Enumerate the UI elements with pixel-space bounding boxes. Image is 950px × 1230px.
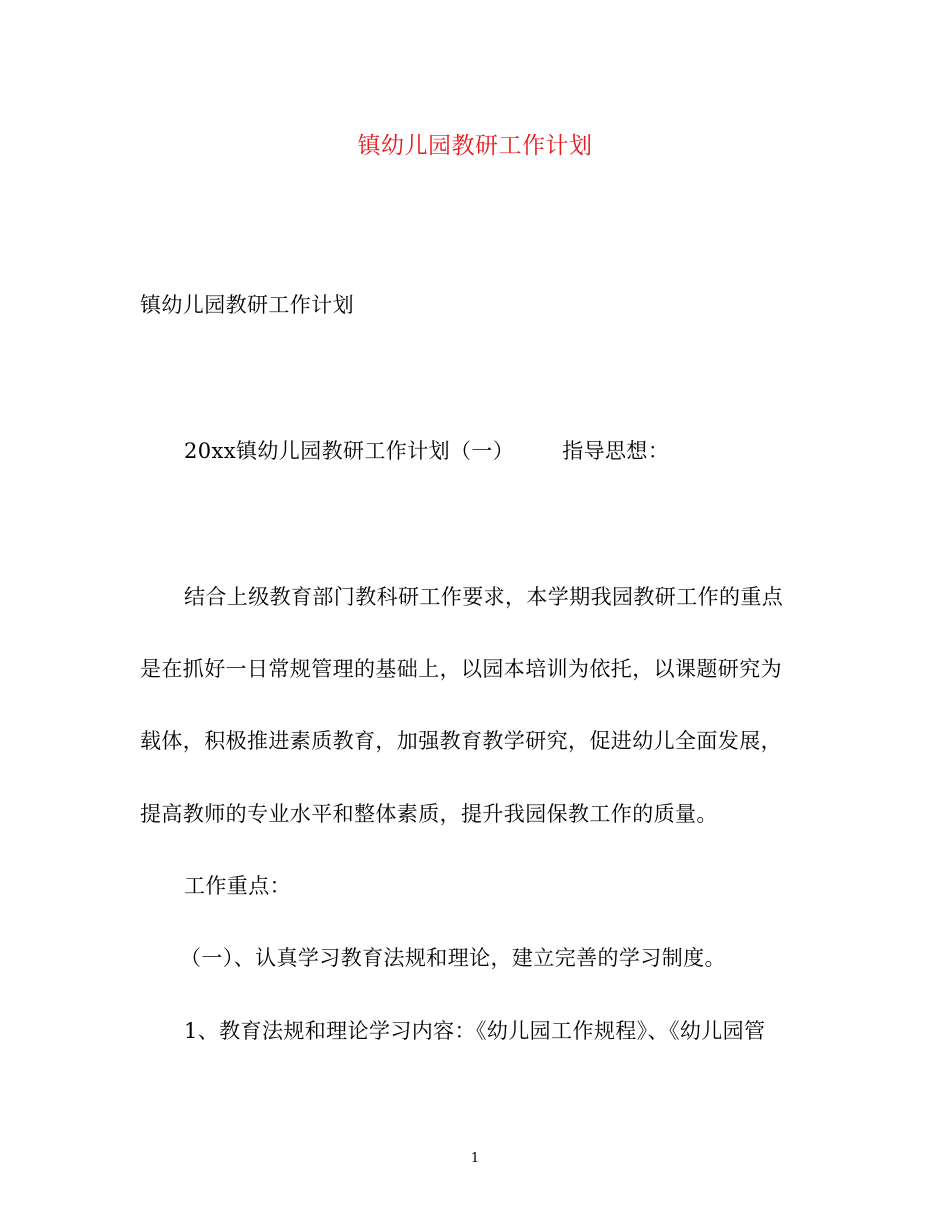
paragraph-line-3: 载体，积极推进素质教育，加强教育教学研究，促进幼儿全面发展， xyxy=(140,729,782,753)
section-heading: 工作重点： xyxy=(184,874,291,898)
plan-heading: 20xx镇幼儿园教研工作计划（一） xyxy=(184,439,515,463)
guiding-thought-heading: 指导思想： xyxy=(562,439,670,463)
paragraph-line-1: 结合上级教育部门教科研工作要求，本学期我园教研工作的重点 xyxy=(184,585,784,609)
plan-heading-line xyxy=(184,434,669,468)
paragraph-line-4: 提高教师的专业水平和整体素质，提升我园保教工作的质量。 xyxy=(140,802,718,826)
document-subtitle: 镇幼儿园教研工作计划 xyxy=(140,293,354,317)
document-title: 镇幼儿园教研工作计划 xyxy=(357,133,593,159)
paragraph-line-2: 是在抓好一日常规管理的基础上，以园本培训为依托，以课题研究为 xyxy=(140,657,782,681)
page-number: 1 xyxy=(470,1151,480,1166)
list-item-1: 1、教育法规和理论学习内容：《幼儿园工作规程》、《幼儿园管 xyxy=(184,1019,766,1043)
subsection-heading: （一）、认真学习教育法规和理论，建立完善的学习制度。 xyxy=(180,946,726,970)
